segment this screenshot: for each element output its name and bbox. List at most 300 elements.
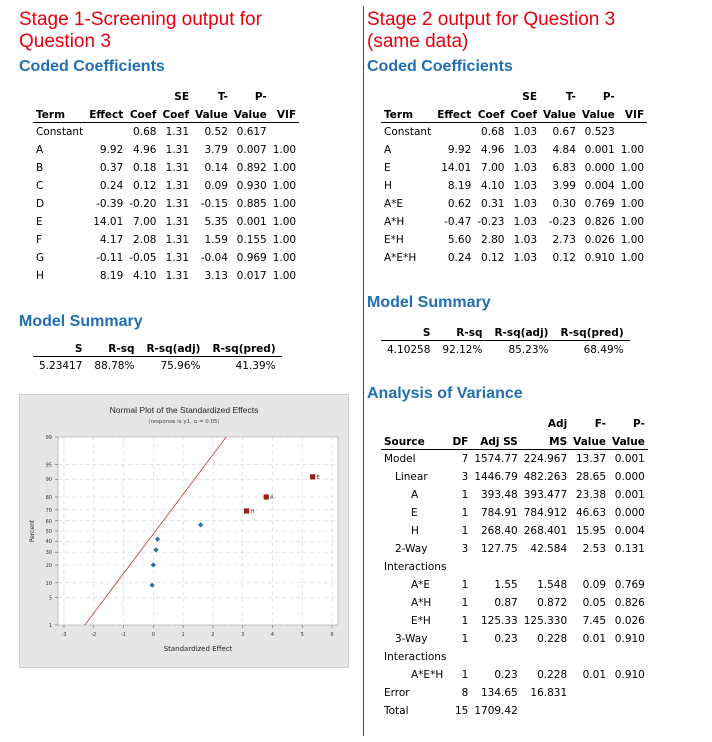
value-cell: 125.33 bbox=[481, 615, 518, 627]
table-row bbox=[381, 177, 647, 195]
value-cell bbox=[521, 702, 570, 720]
table-row bbox=[381, 231, 647, 249]
table-row bbox=[381, 486, 648, 504]
term-cell: B bbox=[36, 162, 44, 174]
header-cell: DF bbox=[449, 431, 471, 450]
value-cell: 46.63 bbox=[575, 507, 607, 519]
value-cell bbox=[521, 648, 570, 666]
value-cell: 1.03 bbox=[513, 126, 538, 138]
value-cell bbox=[570, 648, 609, 666]
value-cell: 3 bbox=[461, 471, 469, 483]
term-cell: Constant bbox=[384, 126, 432, 138]
value-cell bbox=[618, 123, 647, 142]
value-cell: 1.31 bbox=[165, 216, 190, 228]
value-cell bbox=[609, 648, 648, 666]
header-cell: R-sq(adj) bbox=[140, 338, 206, 357]
y-tick-label: 1 bbox=[48, 623, 52, 629]
value-cell: 0.01 bbox=[582, 633, 607, 645]
header-cell: Effect bbox=[434, 104, 474, 123]
value-cell: 1446.79 bbox=[474, 471, 518, 483]
term-cell: G bbox=[36, 252, 45, 264]
value-cell: 4.10258 bbox=[387, 344, 431, 356]
value-cell: 393.48 bbox=[481, 489, 518, 501]
value-cell: 75.96% bbox=[160, 360, 201, 372]
value-cell: 3.99 bbox=[552, 180, 576, 192]
header-cell: MS bbox=[521, 431, 570, 450]
value-cell: 0.769 bbox=[614, 579, 645, 591]
value-cell: 3.79 bbox=[204, 144, 228, 156]
value-cell bbox=[449, 558, 471, 576]
value-cell: 0.62 bbox=[447, 198, 472, 210]
value-cell bbox=[471, 558, 520, 576]
header-top-cell: P- bbox=[254, 91, 267, 103]
header-top-cell bbox=[618, 86, 647, 104]
table-row bbox=[381, 666, 648, 684]
header-cell: R-sq(adj) bbox=[488, 322, 554, 341]
value-cell: 1.03 bbox=[513, 180, 538, 192]
value-cell: 5.35 bbox=[204, 216, 228, 228]
value-cell: 9.92 bbox=[99, 144, 124, 156]
normal-plot-chart bbox=[20, 395, 348, 667]
value-cell: 1.00 bbox=[620, 234, 645, 246]
x-tick-label: 5 bbox=[300, 632, 304, 638]
table-row bbox=[381, 123, 647, 142]
table-row bbox=[381, 522, 648, 540]
value-cell bbox=[86, 123, 126, 142]
term-cell: A bbox=[36, 144, 44, 156]
value-cell: 0.000 bbox=[614, 471, 645, 483]
table-row bbox=[33, 231, 299, 249]
header-cell: Source bbox=[381, 431, 449, 450]
x-axis-label: Standardized Effect bbox=[163, 645, 233, 653]
value-cell: 0.930 bbox=[236, 180, 267, 192]
table-row bbox=[381, 630, 648, 648]
value-cell: 0.617 bbox=[236, 126, 267, 138]
value-cell: 4.10 bbox=[133, 270, 157, 282]
stage2-coded-coefficients-title: Coded Coefficients bbox=[367, 58, 513, 75]
value-cell: 1.31 bbox=[165, 198, 190, 210]
value-cell: 0.001 bbox=[584, 144, 615, 156]
value-cell bbox=[270, 123, 299, 142]
y-tick-label: 80 bbox=[45, 494, 52, 501]
term-cell: A*E*H bbox=[384, 252, 417, 264]
value-cell: 0.24 bbox=[447, 252, 472, 264]
table-row bbox=[381, 558, 648, 576]
value-cell: 4.96 bbox=[133, 144, 157, 156]
value-cell: 0.68 bbox=[133, 126, 157, 138]
value-cell: 0.001 bbox=[614, 453, 645, 465]
header-cell: Term bbox=[33, 104, 86, 123]
table-row bbox=[381, 468, 648, 486]
value-cell: 4.17 bbox=[99, 234, 124, 246]
value-cell: 268.401 bbox=[523, 525, 568, 537]
value-cell: 0.31 bbox=[481, 198, 505, 210]
column-divider bbox=[363, 6, 364, 736]
header-top-cell: SE bbox=[522, 91, 538, 103]
value-cell bbox=[434, 123, 474, 142]
value-cell bbox=[570, 702, 609, 720]
value-cell: 7.45 bbox=[582, 615, 607, 627]
stage1-title bbox=[19, 9, 262, 53]
y-tick-label: 99 bbox=[45, 435, 52, 441]
value-cell: 0.68 bbox=[481, 126, 505, 138]
value-cell: 2.08 bbox=[133, 234, 157, 246]
source-cell: Interactions bbox=[384, 651, 447, 663]
source-cell: Total bbox=[384, 705, 409, 717]
header-cell: R-sq(pred) bbox=[206, 338, 281, 357]
x-tick-label: 4 bbox=[270, 632, 275, 638]
value-cell bbox=[449, 648, 471, 666]
value-cell: 1.31 bbox=[165, 126, 190, 138]
stage1-title-line1: Stage 1-Screening output for bbox=[19, 9, 262, 30]
y-tick-label: 95 bbox=[45, 462, 52, 469]
x-tick-label: -2 bbox=[91, 632, 97, 638]
value-cell: 2.73 bbox=[552, 234, 576, 246]
value-cell: 0.001 bbox=[614, 489, 645, 501]
value-cell: 6.83 bbox=[552, 162, 576, 174]
value-cell: 1709.42 bbox=[474, 705, 518, 717]
value-cell: 1 bbox=[461, 669, 469, 681]
value-cell: 9.92 bbox=[447, 144, 472, 156]
header-cell: R-sq(pred) bbox=[554, 322, 629, 341]
value-cell: 0.826 bbox=[584, 216, 615, 228]
source-cell: 2-Way bbox=[395, 543, 428, 555]
source-cell: A*H bbox=[411, 597, 432, 609]
value-cell: 0.155 bbox=[236, 234, 267, 246]
value-cell: 1.00 bbox=[272, 180, 297, 192]
value-cell: 3 bbox=[461, 543, 469, 555]
value-cell: 0.09 bbox=[582, 579, 607, 591]
x-tick-label: 0 bbox=[151, 632, 155, 638]
value-cell: 8 bbox=[461, 687, 469, 699]
header-cell: Coef bbox=[126, 104, 159, 123]
value-cell: 0.004 bbox=[584, 180, 615, 192]
value-cell: -0.04 bbox=[200, 252, 228, 264]
value-cell: 1 bbox=[461, 597, 469, 609]
value-cell: 1.00 bbox=[272, 252, 297, 264]
source-cell: Error bbox=[384, 687, 410, 699]
y-axis-label: Percent bbox=[29, 519, 36, 543]
table-row bbox=[381, 612, 648, 630]
value-cell: 0.87 bbox=[494, 597, 518, 609]
stage2-coefficients-table bbox=[381, 86, 647, 267]
stage2-title-line1: Stage 2 output for Question 3 bbox=[367, 9, 616, 30]
value-cell bbox=[570, 684, 609, 702]
value-cell: 0.872 bbox=[537, 597, 568, 609]
value-cell: 8.19 bbox=[447, 180, 472, 192]
header-top-cell: P- bbox=[632, 418, 645, 430]
value-cell: 0.017 bbox=[236, 270, 267, 282]
term-cell: E*H bbox=[384, 234, 404, 246]
value-cell: 1.03 bbox=[513, 234, 538, 246]
source-cell: H bbox=[411, 525, 419, 537]
source-cell: A bbox=[411, 489, 419, 501]
value-cell: 268.40 bbox=[481, 525, 518, 537]
header-cell: Value bbox=[609, 431, 648, 450]
value-cell: 1.00 bbox=[620, 216, 645, 228]
header-cell: S bbox=[381, 322, 436, 341]
source-cell: Model bbox=[384, 453, 416, 465]
header-cell: Effect bbox=[86, 104, 126, 123]
header-cell: Adj SS bbox=[471, 431, 520, 450]
value-cell: 1.00 bbox=[620, 180, 645, 192]
value-cell: 0.885 bbox=[236, 198, 267, 210]
significant-effect-point bbox=[244, 508, 249, 513]
x-tick-label: 6 bbox=[330, 632, 334, 638]
value-cell: 0.30 bbox=[552, 198, 576, 210]
value-cell: 0.026 bbox=[614, 615, 645, 627]
header-top-cell bbox=[434, 86, 474, 104]
value-cell: 1.31 bbox=[165, 234, 190, 246]
value-cell: 7.00 bbox=[133, 216, 157, 228]
header-cell: S bbox=[33, 338, 88, 357]
value-cell: 1.548 bbox=[537, 579, 568, 591]
value-cell: 0.910 bbox=[584, 252, 615, 264]
y-tick-label: 50 bbox=[45, 529, 52, 535]
table-row bbox=[33, 141, 299, 159]
value-cell: 125.330 bbox=[523, 615, 568, 627]
table-row bbox=[381, 504, 648, 522]
table-row bbox=[33, 249, 299, 267]
value-cell: 0.23 bbox=[494, 633, 518, 645]
y-tick-label: 60 bbox=[45, 518, 52, 525]
term-cell: D bbox=[36, 198, 45, 210]
header-top-cell bbox=[474, 86, 507, 104]
value-cell: 0.14 bbox=[204, 162, 228, 174]
header-top-cell bbox=[270, 86, 299, 104]
value-cell: 7 bbox=[461, 453, 469, 465]
table-row bbox=[381, 341, 630, 360]
x-tick-label: 1 bbox=[181, 632, 185, 638]
source-cell: Interactions bbox=[384, 561, 447, 573]
header-cell: Coef bbox=[159, 104, 192, 123]
value-cell: 0.09 bbox=[204, 180, 228, 192]
value-cell: -0.23 bbox=[477, 216, 505, 228]
value-cell: 0.001 bbox=[236, 216, 267, 228]
term-cell: Constant bbox=[36, 126, 84, 138]
y-tick-label: 40 bbox=[45, 539, 52, 546]
header-cell: VIF bbox=[270, 104, 299, 123]
value-cell: 1 bbox=[461, 507, 469, 519]
value-cell: 1 bbox=[461, 525, 469, 537]
value-cell: 14.01 bbox=[441, 162, 472, 174]
x-tick-label: -1 bbox=[121, 632, 127, 638]
value-cell: 0.12 bbox=[481, 252, 505, 264]
header-cell: Value bbox=[540, 104, 579, 123]
source-cell: A*E*H bbox=[411, 669, 444, 681]
value-cell: 784.912 bbox=[523, 507, 568, 519]
value-cell: -0.15 bbox=[200, 198, 228, 210]
value-cell: 4.10 bbox=[481, 180, 505, 192]
chart-title: Normal Plot of the Standardized Effects bbox=[109, 405, 259, 415]
table-row bbox=[381, 702, 648, 720]
value-cell: 482.263 bbox=[523, 471, 568, 483]
header-top-cell bbox=[86, 86, 126, 104]
value-cell: 0.12 bbox=[552, 252, 576, 264]
header-cell: Value bbox=[192, 104, 231, 123]
value-cell: 0.910 bbox=[614, 633, 645, 645]
stage2-model-summary-title: Model Summary bbox=[367, 294, 491, 311]
value-cell: 0.892 bbox=[236, 162, 267, 174]
header-cell: Value bbox=[570, 431, 609, 450]
value-cell: -0.23 bbox=[548, 216, 576, 228]
significant-effect-point bbox=[264, 494, 269, 499]
value-cell: 7.00 bbox=[481, 162, 505, 174]
header-top-cell bbox=[471, 413, 520, 431]
value-cell: 15.95 bbox=[575, 525, 607, 537]
header-cell: Coef bbox=[507, 104, 540, 123]
value-cell: 1.31 bbox=[165, 180, 190, 192]
header-top-cell bbox=[33, 86, 86, 104]
value-cell: 15 bbox=[454, 705, 469, 717]
value-cell: 0.01 bbox=[582, 669, 607, 681]
value-cell: 0.026 bbox=[584, 234, 615, 246]
stage1-model-summary-title: Model Summary bbox=[19, 313, 143, 330]
value-cell: -0.05 bbox=[129, 252, 157, 264]
term-cell: F bbox=[36, 234, 43, 246]
term-cell: H bbox=[384, 180, 392, 192]
header-top-cell: SE bbox=[174, 91, 190, 103]
value-cell: 4.84 bbox=[552, 144, 576, 156]
value-cell: 0.228 bbox=[537, 633, 568, 645]
value-cell: 1.00 bbox=[620, 252, 645, 264]
value-cell bbox=[609, 558, 648, 576]
significant-effect-point bbox=[310, 474, 315, 479]
table-row bbox=[381, 540, 648, 558]
header-top-cell: T- bbox=[217, 91, 228, 103]
stage1-coded-coefficients-title: Coded Coefficients bbox=[19, 58, 165, 75]
value-cell: 1 bbox=[461, 633, 469, 645]
value-cell: 1.55 bbox=[494, 579, 518, 591]
table-row bbox=[381, 450, 648, 469]
value-cell: 0.969 bbox=[236, 252, 267, 264]
value-cell bbox=[521, 558, 570, 576]
stage2-title-line2: (same data) bbox=[367, 31, 469, 52]
value-cell: 0.05 bbox=[582, 597, 607, 609]
value-cell: 1.00 bbox=[272, 234, 297, 246]
value-cell: 1574.77 bbox=[474, 453, 518, 465]
value-cell: 3.13 bbox=[204, 270, 228, 282]
y-tick-label: 20 bbox=[45, 563, 52, 570]
value-cell: -0.11 bbox=[96, 252, 124, 264]
table-row bbox=[381, 594, 648, 612]
value-cell: 393.477 bbox=[523, 489, 568, 501]
value-cell: 92.12% bbox=[442, 344, 483, 356]
value-cell: 68.49% bbox=[583, 344, 624, 356]
value-cell: 2.80 bbox=[481, 234, 505, 246]
value-cell: 0.007 bbox=[236, 144, 267, 156]
term-cell: A*H bbox=[384, 216, 405, 228]
value-cell bbox=[609, 684, 648, 702]
value-cell: -0.20 bbox=[129, 198, 157, 210]
value-cell: 1.00 bbox=[620, 162, 645, 174]
value-cell: 0.000 bbox=[584, 162, 615, 174]
value-cell: 14.01 bbox=[93, 216, 124, 228]
value-cell: 1.03 bbox=[513, 198, 538, 210]
term-cell: A*E bbox=[384, 198, 404, 210]
table-row bbox=[33, 177, 299, 195]
value-cell: 1.00 bbox=[272, 144, 297, 156]
header-cell: Coef bbox=[474, 104, 507, 123]
value-cell: 41.39% bbox=[235, 360, 276, 372]
value-cell: 16.831 bbox=[530, 687, 568, 699]
value-cell: 1.31 bbox=[165, 144, 190, 156]
term-cell: A bbox=[384, 144, 392, 156]
value-cell: 1 bbox=[461, 489, 469, 501]
value-cell bbox=[609, 702, 648, 720]
value-cell: -0.47 bbox=[444, 216, 472, 228]
header-top-cell bbox=[381, 413, 449, 431]
value-cell: 0.826 bbox=[614, 597, 645, 609]
stage1-model-summary-table bbox=[33, 338, 282, 375]
value-cell: 134.65 bbox=[481, 687, 518, 699]
stage2-anova-table bbox=[381, 413, 648, 720]
header-cell: R-sq bbox=[436, 322, 488, 341]
value-cell: 0.67 bbox=[552, 126, 576, 138]
stage2-model-summary-table bbox=[381, 322, 630, 359]
header-top-cell: F- bbox=[594, 418, 607, 430]
value-cell: 8.19 bbox=[99, 270, 124, 282]
x-tick-label: -3 bbox=[61, 632, 67, 638]
chart-subtitle: (response is y1, α = 0.05) bbox=[148, 419, 220, 425]
value-cell: 784.91 bbox=[481, 507, 518, 519]
value-cell bbox=[471, 648, 520, 666]
source-cell: A*E bbox=[411, 579, 431, 591]
table-row bbox=[33, 213, 299, 231]
table-row bbox=[381, 141, 647, 159]
value-cell: 23.38 bbox=[575, 489, 607, 501]
value-cell: 0.52 bbox=[204, 126, 228, 138]
header-top-cell bbox=[381, 86, 434, 104]
table-row bbox=[33, 267, 299, 285]
table-row bbox=[381, 648, 648, 666]
value-cell: 1.03 bbox=[513, 144, 538, 156]
term-cell: E bbox=[384, 162, 391, 174]
value-cell: 0.000 bbox=[614, 507, 645, 519]
value-cell: 1.00 bbox=[272, 198, 297, 210]
header-top-cell: Adj bbox=[547, 418, 568, 430]
header-cell: Value bbox=[231, 104, 270, 123]
table-row bbox=[33, 123, 299, 142]
effect-label: A bbox=[270, 494, 274, 501]
value-cell: 1.31 bbox=[165, 162, 190, 174]
value-cell: 5.23417 bbox=[39, 360, 83, 372]
term-cell: H bbox=[36, 270, 44, 282]
value-cell: 1.59 bbox=[204, 234, 228, 246]
normal-plot-panel bbox=[19, 394, 349, 668]
value-cell: 2.53 bbox=[582, 543, 607, 555]
effect-label: H bbox=[250, 508, 255, 515]
stage1-coefficients-table bbox=[33, 86, 299, 285]
value-cell: -0.39 bbox=[96, 198, 124, 210]
table-row bbox=[381, 684, 648, 702]
value-cell: 0.37 bbox=[99, 162, 124, 174]
header-top-cell bbox=[126, 86, 159, 104]
y-tick-label: 10 bbox=[45, 580, 52, 587]
value-cell: 1.31 bbox=[165, 252, 190, 264]
stage2-anova-title: Analysis of Variance bbox=[367, 385, 523, 402]
term-cell: E bbox=[36, 216, 43, 228]
header-cell: Value bbox=[579, 104, 618, 123]
value-cell: 42.584 bbox=[530, 543, 568, 555]
y-tick-label: 5 bbox=[48, 595, 52, 602]
x-tick-label: 2 bbox=[211, 632, 215, 638]
table-row bbox=[381, 195, 647, 213]
table-row bbox=[381, 159, 647, 177]
value-cell: 1.00 bbox=[272, 162, 297, 174]
value-cell: 28.65 bbox=[575, 471, 607, 483]
value-cell: 0.910 bbox=[614, 669, 645, 681]
